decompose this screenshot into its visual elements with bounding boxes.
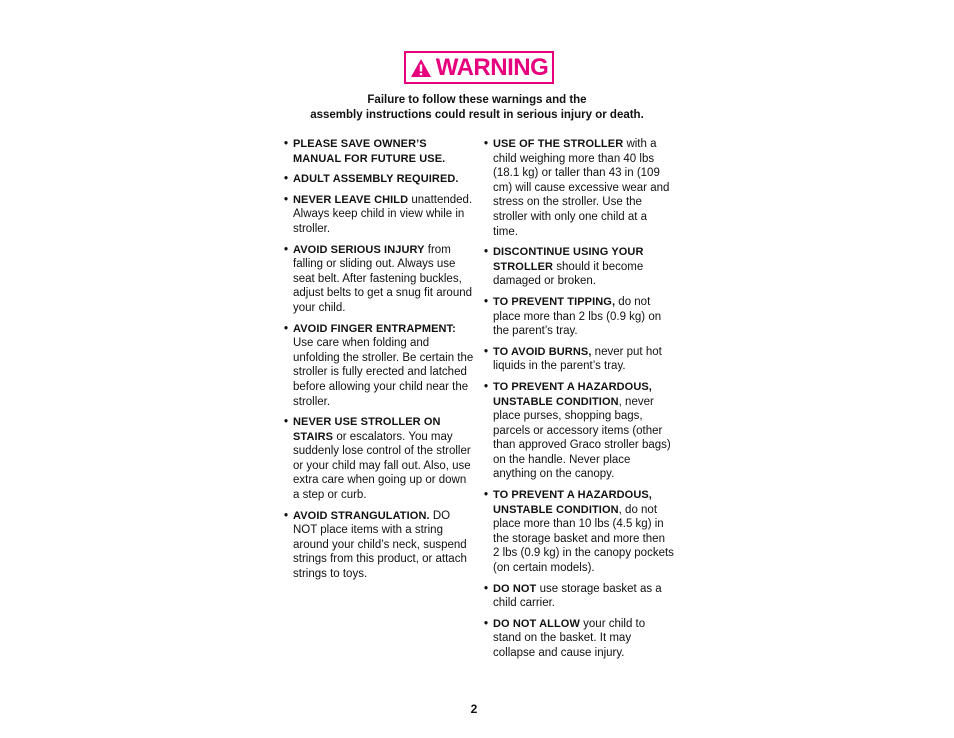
intro-line-1: Failure to follow these warnings and the <box>367 94 587 106</box>
warning-item <box>284 172 474 187</box>
warning-item-text: unattended. Always keep child in view while in stroller. <box>293 193 473 235</box>
warning-item-text: Use care when folding and unfolding the stroller. Be certain the stroller is fully erected and latched before allowing your child near the stroller. <box>293 337 474 408</box>
warning-item-text: your child to stand on the basket. It may collapse and cause injury. <box>493 617 646 659</box>
warning-item <box>484 380 674 482</box>
left-warning-column <box>284 137 474 588</box>
warning-item-bold: TO PREVENT A HAZARDOUS, UNSTABLE CONDITION <box>493 489 652 516</box>
warning-item-bold: USE OF THE STROLLER <box>493 138 624 150</box>
warning-item <box>484 137 674 239</box>
warning-item-text: with a child weighing more than 40 lbs (18.1 kg) or taller than 43 in (109 cm) will cause excessive wear and stress on the stroller. Use the stroller with only one child at a time. <box>493 138 670 238</box>
warning-item <box>284 415 474 503</box>
warning-item-bold: TO AVOID BURNS, <box>493 345 592 358</box>
warning-item-text: do not place more than 2 lbs (0.9 kg) on the parent’s tray. <box>493 295 662 338</box>
intro-statement <box>270 93 684 122</box>
warning-item <box>284 193 474 237</box>
warning-item-text: should it become damaged or broken. <box>493 260 644 288</box>
warning-item <box>484 245 674 289</box>
warning-item-text: DO NOT place items with a string around your child’s neck, suspend strings from this product, or attach strings to toys. <box>293 509 467 581</box>
warning-item-text: , never place purses, shopping bags, parcels or accessory items (other than approved Graco stroller bags) on the handle. Never place anything on the canopy. <box>493 395 671 481</box>
warning-triangle-icon <box>410 58 432 78</box>
warning-item-bold: DO NOT ALLOW <box>493 617 580 630</box>
warning-item-text: or escalators. You may suddenly lose control of the stroller or your child may fall out. Also, use extra care when going up or down a step or curb. <box>293 430 471 502</box>
warning-label: WARNING <box>435 53 549 81</box>
warning-item-bold: TO PREVENT TIPPING, <box>493 295 616 308</box>
warning-item-bold: ADULT ASSEMBLY REQUIRED. <box>293 173 459 186</box>
warning-item-bold: DO NOT <box>493 582 537 595</box>
warning-item <box>484 345 674 374</box>
warning-item <box>284 509 474 582</box>
warning-banner <box>404 51 554 84</box>
warning-item-bold: AVOID FINGER ENTRAPMENT: <box>293 322 456 335</box>
warning-item-bold: NEVER LEAVE CHILD <box>293 193 409 206</box>
warning-item-bold: AVOID SERIOUS INJURY <box>293 243 425 256</box>
warning-item-text: use storage basket as a child carrier. <box>493 582 662 610</box>
warning-item-bold: PLEASE SAVE OWNER’S MANUAL FOR FUTURE USE. <box>293 138 446 165</box>
page-number: 2 <box>470 702 478 716</box>
warning-item-bold: AVOID STRANGULATION. <box>293 509 430 522</box>
warning-item <box>484 295 674 339</box>
warning-item-bold: DISCONTINUE USING YOUR STROLLER <box>493 246 644 273</box>
warning-item <box>484 582 674 611</box>
warning-item <box>284 243 474 316</box>
warning-item <box>284 137 474 166</box>
warning-item <box>484 488 674 576</box>
warning-item <box>284 322 474 410</box>
warning-item-text: from falling or sliding out. Always use seat belt. After fastening buckles, adjust belts to get a snug fit around your child. <box>293 243 473 314</box>
warning-item-bold: NEVER USE STROLLER ON STAIRS <box>293 416 441 443</box>
warning-item-bold: TO PREVENT A HAZARDOUS, UNSTABLE CONDITION <box>493 380 652 408</box>
intro-line-2: assembly instructions could result in serious injury or death. <box>310 108 644 121</box>
warning-item <box>484 617 674 661</box>
right-warning-column <box>484 137 674 667</box>
warning-item-text: never put hot liquids in the parent’s tray. <box>493 345 662 373</box>
warning-item-text: , do not place more than 10 lbs (4.5 kg) in the storage basket and more then 2 lbs (0.9 kg) in the canopy pockets (on certain models). <box>493 503 674 575</box>
